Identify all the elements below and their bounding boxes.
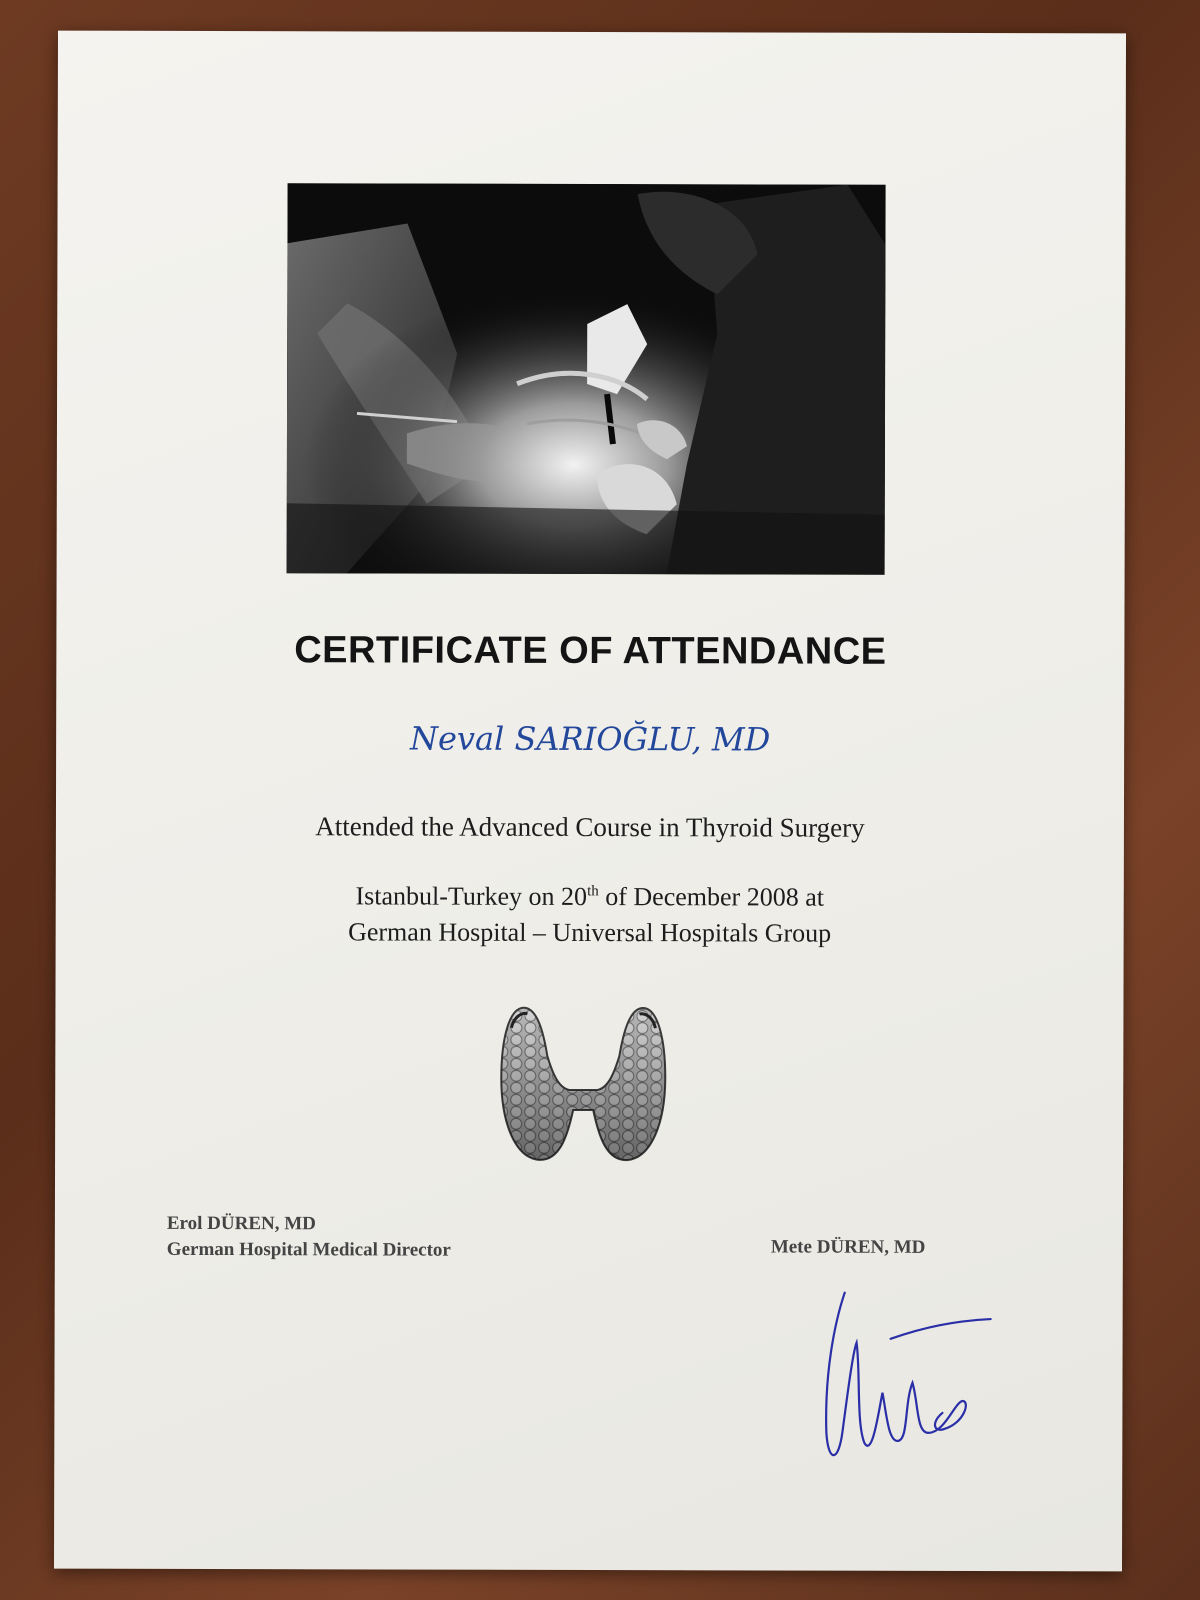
certificate-paper <box>54 31 1126 1572</box>
location-ordinal-suffix: th <box>587 883 599 900</box>
right-signatory-name: Mete DÜREN, MD <box>770 1236 926 1258</box>
recipient-name: Neval SARIOĞLU, MD <box>409 719 771 759</box>
left-signatory-name: Erol DÜREN, MD <box>166 1212 316 1235</box>
surgery-photo <box>287 183 886 575</box>
thyroid-illustration <box>495 998 671 1168</box>
location-suffix: of December 2008 at <box>598 882 825 912</box>
location-prefix: Istanbul-Turkey on 20 <box>355 881 588 911</box>
venue-line: German Hospital – Universal Hospitals Group <box>348 917 832 948</box>
handwritten-signature <box>794 1283 994 1474</box>
course-line: Attended the Advanced Course in Thyroid Surgery <box>315 811 865 843</box>
certificate-title: CERTIFICATE OF ATTENDANCE <box>294 629 887 673</box>
left-signatory-role: German Hospital Medical Director <box>166 1238 451 1261</box>
location-date-line <box>56 881 1124 914</box>
left-signatory <box>167 1211 451 1264</box>
